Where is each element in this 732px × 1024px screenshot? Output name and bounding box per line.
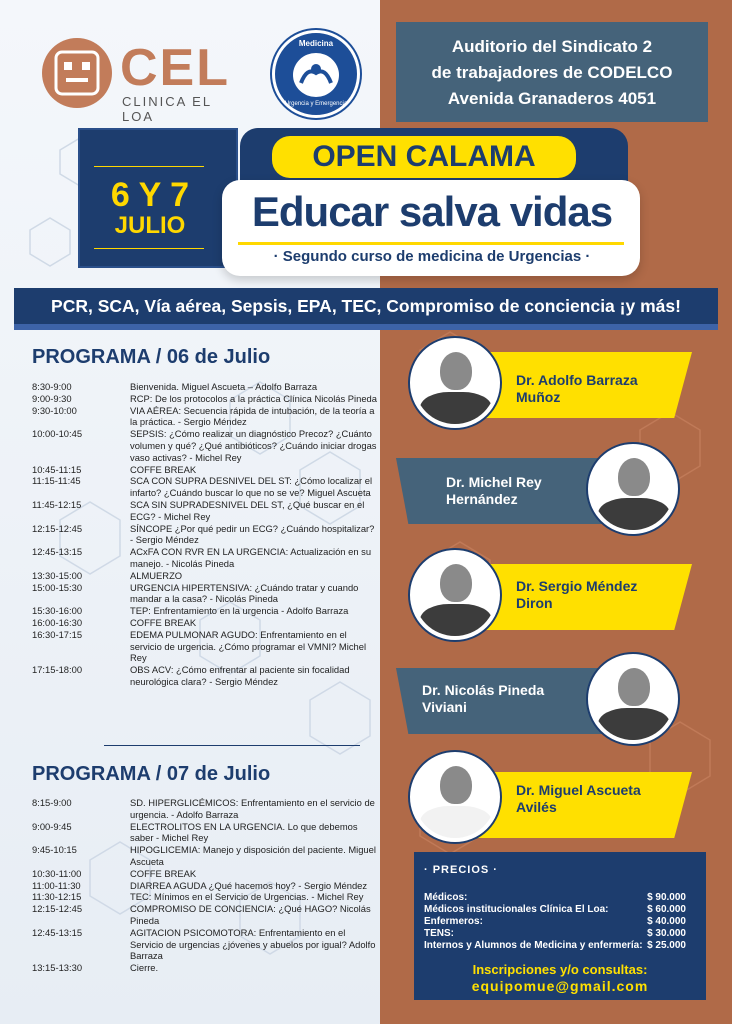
program-time: 15:00-15:30 bbox=[32, 581, 83, 593]
speaker-4-photo bbox=[588, 654, 678, 744]
speaker-1-photo bbox=[410, 338, 500, 428]
venue-line-3: Avenida Granaderos 4051 bbox=[447, 89, 657, 108]
program-time: 11:45-12:15 bbox=[32, 498, 82, 510]
program-row bbox=[32, 868, 377, 880]
program-row bbox=[32, 428, 377, 463]
speaker-5-name-line1: Dr. Miguel Ascueta bbox=[516, 782, 641, 798]
headline: OPEN CALAMA bbox=[272, 136, 576, 178]
speaker-5-photo bbox=[410, 752, 500, 842]
date-days: 6 Y 7 bbox=[110, 176, 190, 214]
program-time: 16:00-16:30 bbox=[32, 616, 83, 628]
cel-logo bbox=[42, 38, 242, 124]
price-row bbox=[424, 916, 686, 928]
course-subtitle: · Segundo curso de medicina de Urgencias · bbox=[273, 248, 591, 265]
program-1-list bbox=[32, 381, 377, 688]
program-description: ELECTROLITOS EN LA URGENCIA. Lo que debemos saber - Michel Rey bbox=[130, 820, 358, 844]
speaker-3-name-line2: Diron bbox=[516, 595, 553, 611]
program-description: Cierre. bbox=[130, 962, 159, 974]
program-description: COFFE BREAK bbox=[130, 616, 197, 628]
speaker-4-name-line1: Dr. Nicolás Pineda bbox=[422, 682, 545, 698]
program-row bbox=[32, 903, 377, 927]
program-time: 10:30-11:00 bbox=[32, 867, 82, 879]
program-time: 13:30-15:00 bbox=[32, 569, 83, 581]
program-description: SÍNCOPE ¿Por qué pedir un ECG? ¿Cuándo hospitalizar? - Sergio Méndez bbox=[130, 522, 375, 546]
date-box bbox=[78, 128, 238, 268]
hands-icon bbox=[293, 53, 339, 97]
program-time: 8:30-9:00 bbox=[32, 381, 72, 392]
price-label: Médicos institucionales Clínica El Loa: bbox=[424, 904, 609, 915]
speaker-3-name bbox=[516, 578, 637, 612]
program-2-date: 07 de Julio bbox=[166, 763, 271, 785]
program-description: COMPROMISO DE CONCIENCIA: ¿Qué HAGO? Nicolás Pineda bbox=[130, 903, 371, 926]
price-row bbox=[424, 940, 686, 952]
price-amount: $ 40.000 bbox=[647, 916, 686, 927]
program-row bbox=[32, 546, 377, 570]
program-row bbox=[32, 821, 377, 845]
program-description: COFFE BREAK bbox=[130, 463, 197, 475]
program-row bbox=[32, 523, 377, 547]
speaker-4-name-line2: Viviani bbox=[422, 699, 467, 715]
program-row bbox=[32, 962, 377, 974]
price-amount: $ 30.000 bbox=[647, 928, 686, 939]
program-row bbox=[32, 844, 377, 868]
speaker-2-name-line2: Hernández bbox=[446, 491, 518, 507]
program-description: EDEMA PULMONAR AGUDO: Enfrentamiento en el servicio de urgencia. ¿Cómo programar el VMNI? Michel Rey bbox=[130, 628, 367, 664]
program-time: 15:30-16:00 bbox=[32, 605, 83, 617]
program-description: ALMUERZO bbox=[130, 569, 183, 581]
prices-title: · PRECIOS · bbox=[424, 864, 498, 876]
speaker-5-name-line2: Avilés bbox=[516, 799, 557, 815]
cel-wordmark: CEL bbox=[120, 39, 230, 97]
program-2-label: PROGRAMA / bbox=[32, 763, 167, 785]
prices-box bbox=[414, 852, 706, 1000]
program-time: 8:15-9:00 bbox=[32, 797, 72, 808]
speaker-1-name bbox=[516, 372, 638, 406]
program-row bbox=[32, 405, 377, 429]
program-row bbox=[32, 880, 377, 892]
program-description: OBS ACV: ¿Cómo enfrentar al paciente sin focalidad neurológica clara? - Sergio Méndez bbox=[130, 664, 350, 687]
program-row bbox=[32, 381, 377, 393]
program-row bbox=[32, 797, 377, 821]
program-time: 11:15-11:45 bbox=[32, 475, 81, 487]
price-amount: $ 60.000 bbox=[647, 904, 686, 915]
program-time: 10:45-11:15 bbox=[32, 463, 82, 475]
program-description: Bienvenida. Miguel Ascueta – Adolfo Barraza bbox=[130, 381, 318, 392]
program-time: 11:30-12:15 bbox=[32, 891, 82, 903]
price-label: Enfermeros: bbox=[424, 916, 483, 927]
speaker-4-name bbox=[422, 682, 544, 716]
program-row bbox=[32, 629, 377, 664]
badge-top-text: Medicina bbox=[298, 39, 334, 48]
program-row bbox=[32, 582, 377, 606]
badge-bottom-text: Urgencia y Emergencia bbox=[284, 101, 348, 107]
program-description: SCA SIN SUPRADESNIVEL DEL ST, ¿Qué buscar en el ECG? - Michel Rey bbox=[130, 498, 365, 522]
program-row bbox=[32, 617, 377, 629]
program-time: 9:30-10:00 bbox=[32, 404, 77, 416]
program-time: 10:00-10:45 bbox=[32, 428, 83, 440]
price-amount: $ 90.000 bbox=[647, 892, 686, 903]
speaker-5-name bbox=[516, 782, 641, 816]
program-description: DIARREA AGUDA ¿Qué hacemos hoy? - Sergio Méndez bbox=[130, 879, 368, 891]
program-description: TEC: Mínimos en el Servicio de Urgencias. - Michel Rey bbox=[130, 891, 364, 903]
topics-bar: PCR, SCA, Vía aérea, Sepsis, EPA, TEC, Compromiso de conciencia ¡y más! bbox=[14, 288, 718, 324]
contact-email[interactable]: equipomue@gmail.com bbox=[471, 978, 649, 994]
program-time: 16:30-17:15 bbox=[32, 628, 83, 640]
program-row bbox=[32, 499, 377, 523]
program-description: ACxFA CON RVR EN LA URGENCIA: Actualización en su manejo. - Nicolás Pineda bbox=[130, 546, 372, 569]
venue-line-1: Auditorio del Sindicato 2 bbox=[451, 37, 653, 56]
program-time: 9:45-10:15 bbox=[32, 844, 77, 856]
program-row bbox=[32, 605, 377, 617]
program-time: 9:00-9:45 bbox=[32, 820, 72, 832]
program-time: 17:15-18:00 bbox=[32, 664, 83, 676]
program-time: 12:45-13:15 bbox=[32, 546, 83, 558]
program-description: SD. HIPERGLICÉMICOS: Enfrentamiento en el servicio de urgencia. - Adolfo Barraza bbox=[130, 797, 375, 820]
speaker-1-name-line2: Muñoz bbox=[516, 389, 561, 405]
program-1-title bbox=[32, 346, 270, 369]
program-time: 13:15-13:30 bbox=[32, 962, 83, 974]
program-time: 9:00-9:30 bbox=[32, 392, 72, 404]
cel-logo-icon bbox=[42, 38, 112, 108]
program-description: HIPOGLICEMIA: Manejo y disposición del paciente. Miguel Ascueta bbox=[130, 844, 376, 867]
speaker-1-name-line1: Dr. Adolfo Barraza bbox=[516, 372, 638, 388]
price-label: TENS: bbox=[424, 928, 454, 939]
speaker-3-photo bbox=[410, 550, 500, 640]
program-time: 12:15-12:45 bbox=[32, 903, 83, 915]
speaker-3-name-line1: Dr. Sergio Méndez bbox=[516, 578, 638, 594]
price-row bbox=[424, 928, 686, 940]
price-label: Médicos: bbox=[424, 892, 468, 903]
medicina-urgencia-badge bbox=[272, 30, 360, 118]
program-row bbox=[32, 464, 377, 476]
program-description: TEP: Enfrentamiento en la urgencia - Adolfo Barraza bbox=[130, 605, 349, 617]
price-amount: $ 25.000 bbox=[647, 940, 686, 951]
speaker-2-name bbox=[446, 474, 542, 508]
venue-box bbox=[396, 22, 708, 122]
program-description: SCA CON SUPRA DESNIVEL DEL ST: ¿Cómo localizar el infarto? ¿Cuándo buscar lo que no se ve? Miguel Ascueta bbox=[130, 475, 373, 499]
program-description: URGENCIA HIPERTENSIVA: ¿Cuándo tratar y cuando mandar a la casa? - Nicolás Pineda bbox=[130, 581, 359, 605]
program-time: 12:45-13:15 bbox=[32, 926, 83, 938]
price-row bbox=[424, 904, 686, 916]
program-divider bbox=[104, 745, 360, 746]
program-1-label: PROGRAMA / bbox=[32, 346, 167, 368]
program-1-date: 06 de Julio bbox=[166, 346, 271, 368]
program-row bbox=[32, 664, 377, 688]
program-description: COFFE BREAK bbox=[130, 867, 197, 879]
program-2-list bbox=[32, 797, 377, 974]
program-description: RCP: De los protocolos a la práctica Clínica Nicolás Pineda bbox=[130, 392, 377, 404]
program-row bbox=[32, 393, 377, 405]
program-time: 11:00-11:30 bbox=[32, 879, 81, 891]
program-description: AGITACION PSICOMOTORA: Enfrentamiento en el Servicio de urgencias ¿jóvenes y abuelos por igual? Adolfo Barraza bbox=[130, 926, 376, 962]
program-time: 12:15-12:45 bbox=[32, 522, 83, 534]
program-2-title bbox=[32, 763, 270, 786]
program-description: VIA AÉREA: Secuencia rápida de intubación, de la teoría a la práctica. - Sergio Méndez bbox=[130, 404, 375, 428]
date-month: JULIO bbox=[114, 212, 186, 239]
program-row bbox=[32, 927, 377, 962]
slogan-underline bbox=[238, 242, 624, 245]
slogan: Educar salva vidas bbox=[251, 188, 613, 235]
venue-line-2: de trabajadores de CODELCO bbox=[431, 63, 673, 82]
inscriptions-label: Inscripciones y/o consultas: bbox=[472, 962, 648, 977]
date-bottom-line bbox=[94, 248, 204, 249]
program-row bbox=[32, 570, 377, 582]
speaker-2-name-line1: Dr. Michel Rey bbox=[446, 474, 542, 490]
price-label: Internos y Alumnos de Medicina y enfermería: bbox=[424, 940, 643, 951]
program-row bbox=[32, 891, 377, 903]
date-top-line bbox=[94, 166, 204, 167]
price-row bbox=[424, 892, 686, 904]
program-row bbox=[32, 475, 377, 499]
program-description: SEPSIS: ¿Cómo realizar un diagnóstico Precoz? ¿Cuánto volumen y qué? ¿Qué antibióticos? ¿Cuándo iniciar drogas vaso activas? - Michel Rey bbox=[130, 428, 377, 463]
speaker-2-photo bbox=[588, 444, 678, 534]
cel-subtitle: CLINICA EL LOA bbox=[122, 94, 212, 124]
